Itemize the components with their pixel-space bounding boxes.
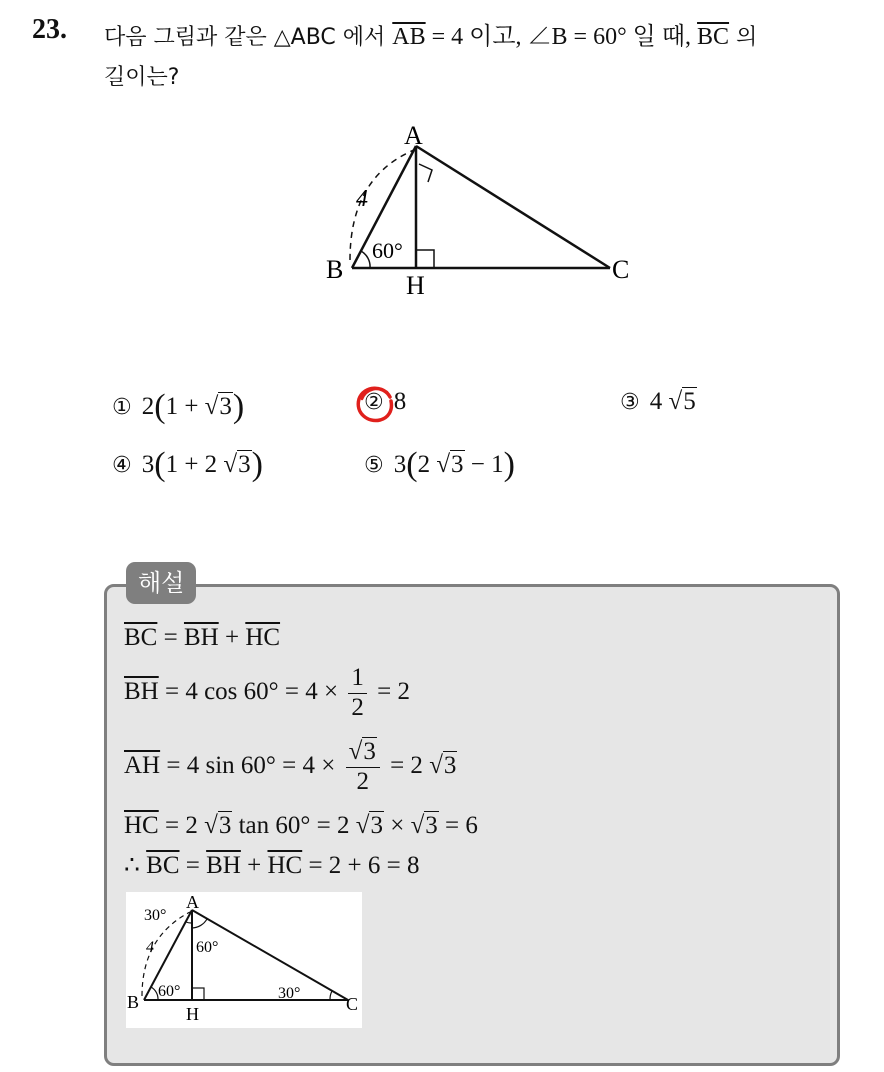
segment: $\overline{BH}$	[206, 852, 241, 879]
operator: =	[157, 624, 184, 651]
label-angle-60: 60°	[372, 238, 403, 263]
choice-value: 3	[141, 451, 155, 478]
label-b: B	[326, 255, 344, 284]
choice-value: 8	[393, 388, 407, 415]
label-angle-30-top: 30°	[144, 907, 167, 924]
choice-value: 3	[393, 451, 407, 478]
choice-value: 4	[649, 388, 663, 415]
result: = 2 + 6 = 8	[302, 852, 420, 879]
sqrt: √3	[204, 393, 232, 420]
question-text-line2: 길이는?	[104, 65, 180, 90]
segment: $\overline{HC}$	[267, 852, 303, 879]
radicand: 3	[219, 393, 232, 420]
solution-line-4	[124, 812, 478, 840]
paren: (	[154, 446, 166, 483]
segment: $\overline{AH}$	[124, 751, 161, 779]
label-angle-30-c: 30°	[278, 985, 301, 1002]
paren: )	[503, 446, 515, 483]
choice-1[interactable]	[112, 388, 244, 426]
choice-5[interactable]	[364, 446, 515, 484]
angle-arc-c	[330, 991, 332, 1000]
choice-3[interactable]	[620, 388, 697, 416]
choice-number: ④	[112, 453, 132, 478]
radicand: 3	[363, 738, 376, 765]
choice-expr-tail: − 1	[464, 451, 504, 478]
segment-bc: $\overline{BC}$	[697, 24, 730, 50]
angle-arc-b	[361, 251, 370, 268]
numerator	[346, 738, 380, 768]
denominator: 2	[356, 767, 369, 795]
label-c: C	[612, 255, 630, 284]
denominator: 2	[351, 693, 364, 721]
label-angle-60-b: 60°	[158, 983, 181, 1000]
solution-line-2	[124, 664, 410, 723]
label-h: H	[186, 1004, 199, 1024]
operator: =	[179, 852, 207, 879]
right-angle-h	[416, 250, 434, 268]
numerator: 1	[348, 664, 367, 694]
radicand: 5	[683, 388, 696, 415]
sqrt: √3	[355, 812, 383, 839]
result: = 2	[370, 677, 410, 705]
segment: $\overline{BH}$	[183, 624, 219, 651]
solution-tag: 해설	[126, 562, 196, 604]
sqrt: √3	[429, 751, 457, 779]
angle-arc-b	[151, 987, 158, 1000]
sqrt: √3	[348, 738, 376, 765]
operator: +	[218, 624, 246, 651]
segment: $\overline{BC}$	[146, 852, 180, 879]
expression: = 4 cos 60° = 4 ×	[158, 677, 345, 705]
side-ac	[416, 146, 610, 268]
label-a: A	[404, 122, 423, 150]
triangle-figure	[320, 122, 650, 302]
label-c: C	[346, 994, 359, 1014]
segment: $\overline{HC}$	[245, 624, 281, 651]
right-angle-a	[419, 164, 432, 182]
sqrt: √3	[410, 812, 438, 839]
fraction	[348, 664, 367, 723]
sqrt: √3	[204, 812, 232, 839]
radicand: 3	[218, 812, 232, 839]
therefore-symbol: ∴	[124, 852, 147, 879]
choice-expr: 1 + 2	[165, 451, 218, 478]
solution-line-3	[124, 738, 457, 797]
paren: )	[232, 388, 245, 425]
expression: = 2	[158, 812, 198, 839]
operator: +	[240, 852, 268, 879]
question-number: 23.	[32, 14, 67, 45]
right-angle-h	[192, 988, 204, 1000]
sqrt: √3	[436, 451, 464, 478]
solution-line-1	[124, 624, 280, 652]
label-angle-60-top: 60°	[196, 939, 219, 956]
segment: $\overline{BH}$	[124, 677, 159, 705]
paren: )	[251, 446, 263, 483]
choice-expr: 1 +	[165, 393, 205, 420]
question-text-part: 다음 그림과 같은 △ABC 에서	[104, 25, 393, 50]
question-text-tail: 의	[729, 25, 758, 50]
sqrt: √3	[223, 451, 251, 478]
radicand: 3	[238, 451, 251, 478]
angle-arc-a-right	[192, 919, 207, 928]
expression: = 4 sin 60° = 4 ×	[160, 751, 342, 779]
choice-4[interactable]	[112, 446, 263, 484]
segment: $\overline{BC}$	[124, 624, 158, 651]
choice-value: 2	[141, 393, 155, 420]
solution-triangle	[126, 892, 362, 1028]
question-condition: = 4 이고, ∠B = 60° 일 때,	[425, 24, 698, 50]
label-b: B	[127, 992, 140, 1012]
expression: tan 60° = 2	[232, 812, 350, 839]
radicand: 3	[370, 812, 383, 839]
result: = 2	[383, 751, 423, 779]
paren: (	[154, 388, 166, 425]
question-text	[104, 16, 757, 51]
radicand: 3	[425, 812, 438, 839]
answer-circle-mark	[354, 383, 396, 425]
solution-figure	[126, 892, 362, 1028]
paren: (	[406, 446, 418, 483]
choice-number: ⑤	[364, 453, 384, 478]
label-a: A	[186, 892, 199, 912]
segment: $\overline{HC}$	[124, 812, 159, 839]
operator: ×	[383, 812, 411, 839]
radicand: 3	[443, 751, 457, 779]
choice-number: ②	[364, 390, 384, 415]
choice-expr: 2	[417, 451, 431, 478]
choice-number: ③	[620, 390, 640, 415]
solution-line-5	[124, 850, 420, 880]
label-side-4: 4	[146, 939, 154, 956]
choice-number: ①	[112, 395, 132, 420]
result: = 6	[438, 812, 478, 839]
sqrt: √5	[668, 388, 696, 415]
radicand: 3	[451, 451, 464, 478]
fraction	[346, 738, 380, 797]
label-side-4: 4	[356, 186, 368, 212]
segment-ab: $\overline{AB}$	[392, 24, 426, 50]
label-h: H	[406, 271, 425, 300]
